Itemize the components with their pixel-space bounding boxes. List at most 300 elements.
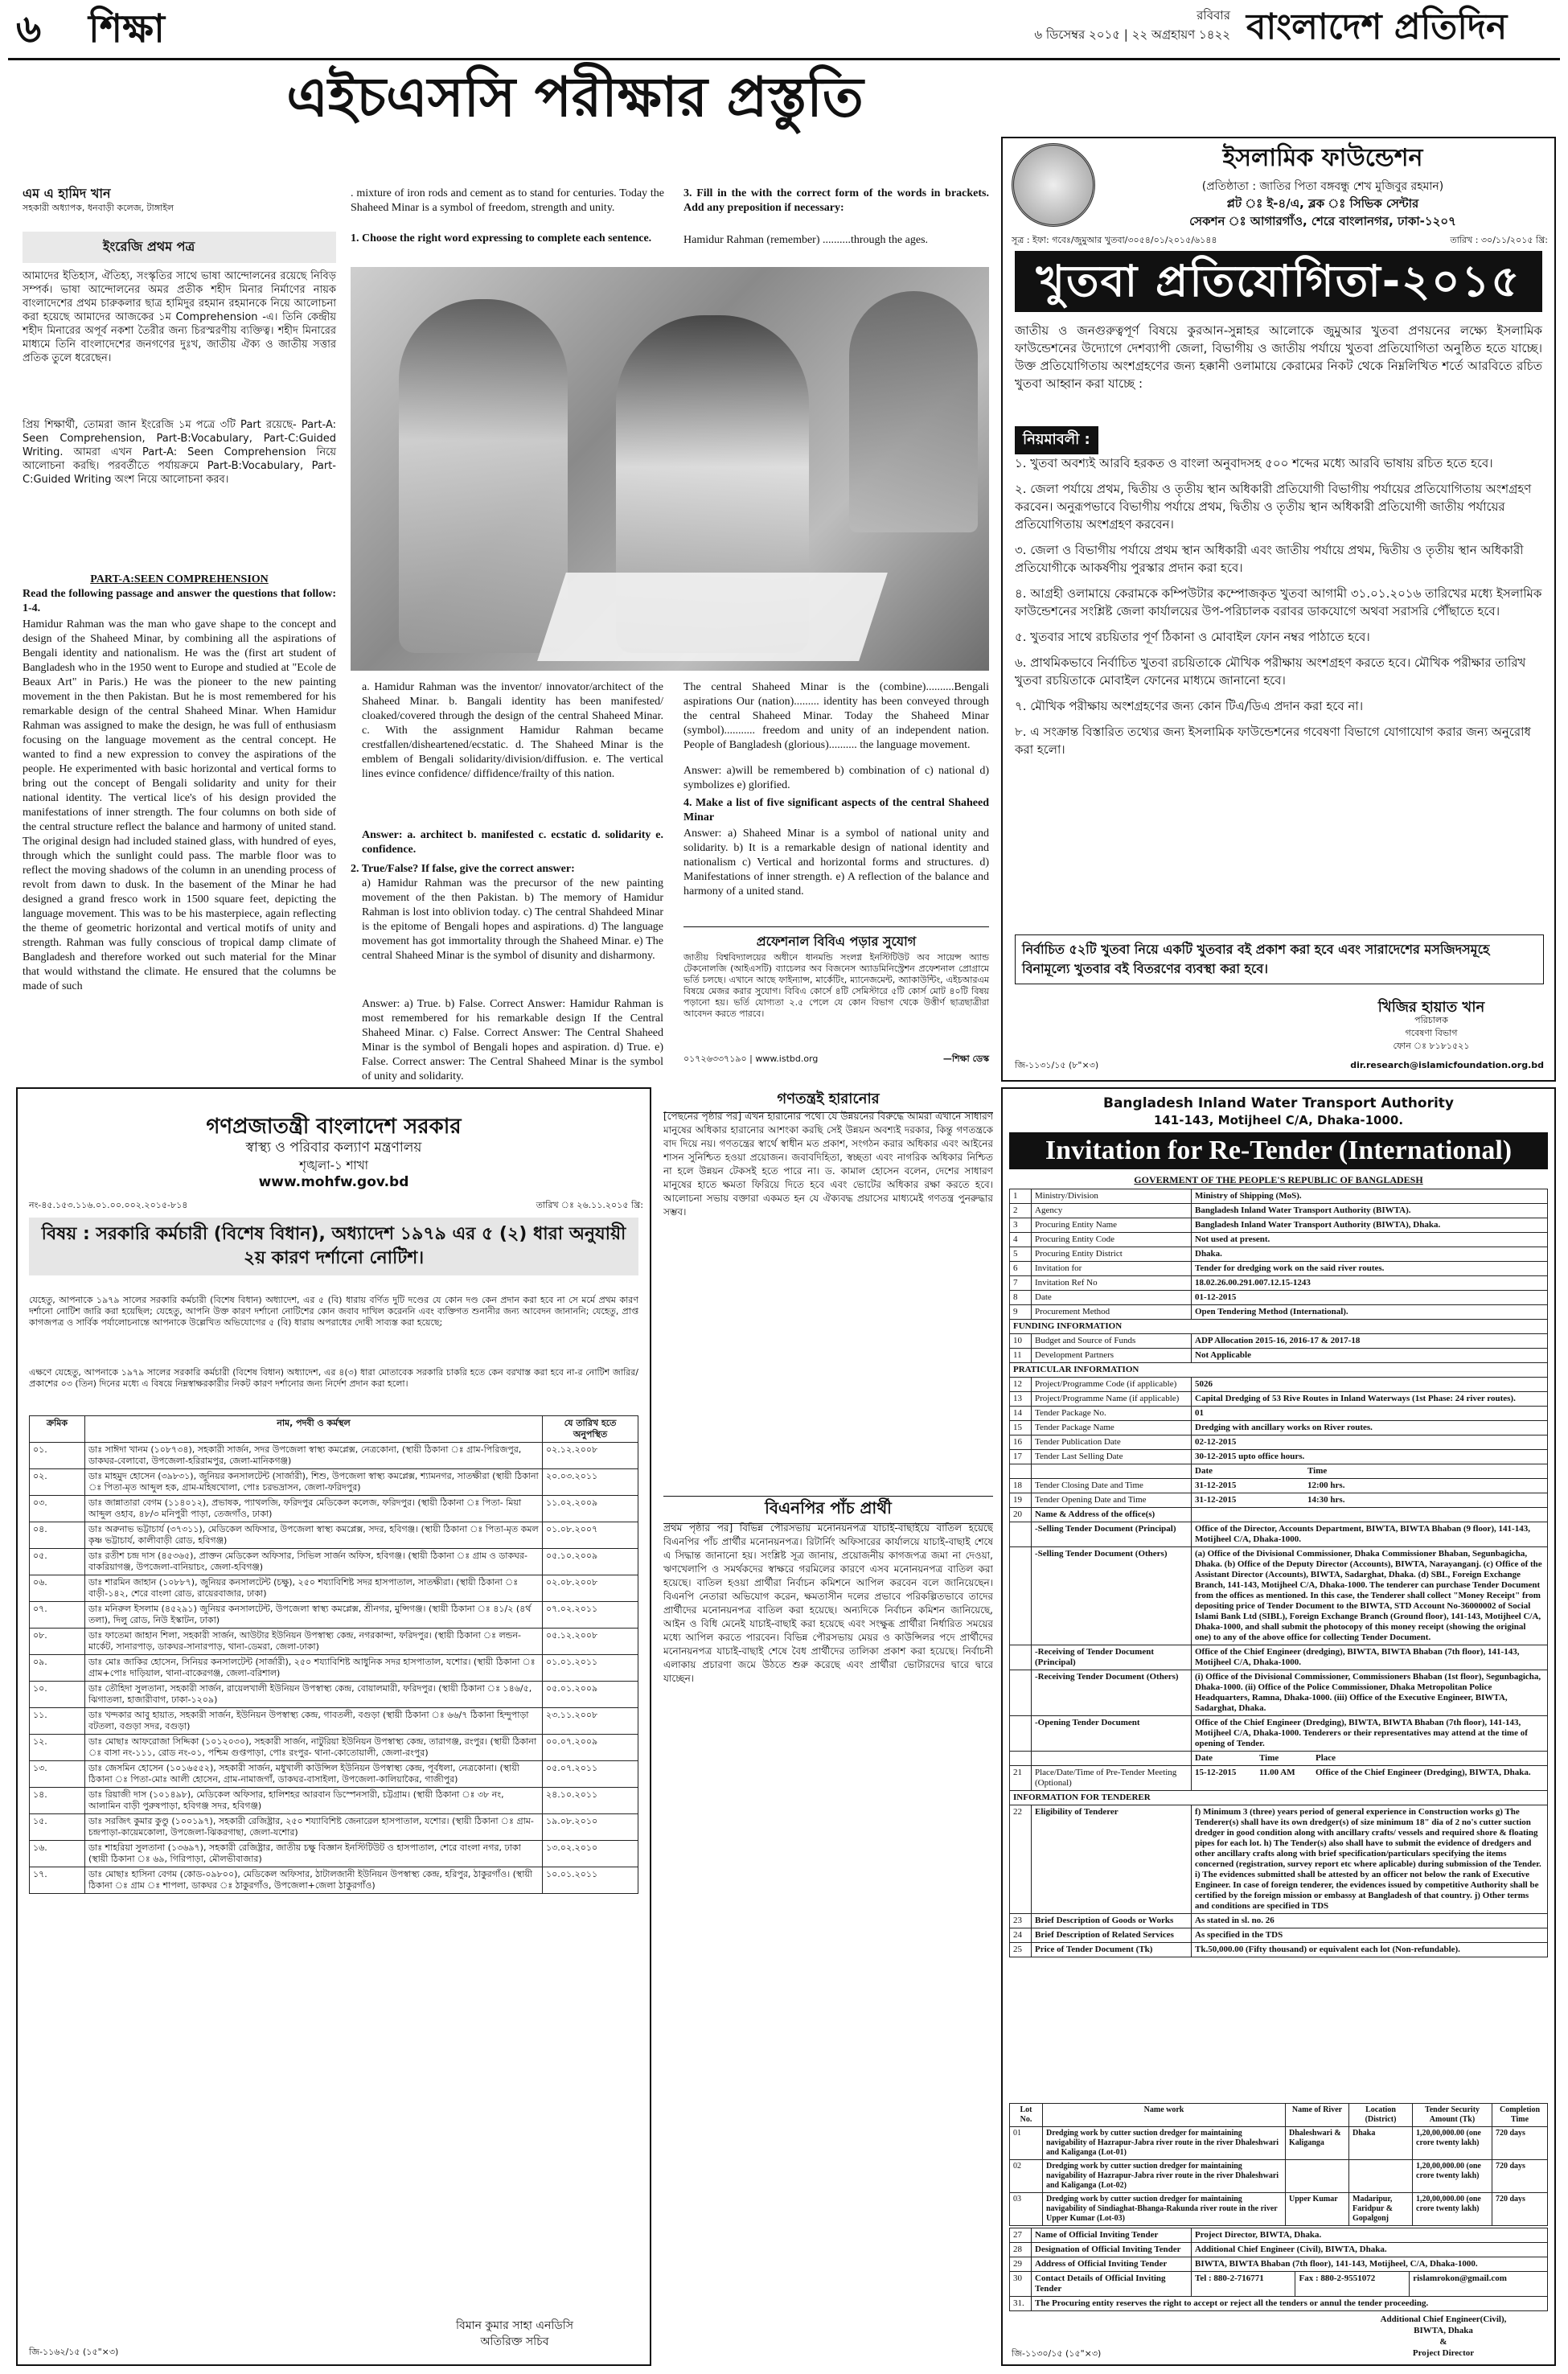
row-label: Procuring Entity Code xyxy=(1032,1233,1192,1247)
row-no: 16 xyxy=(1010,1435,1032,1450)
tender-address: 141-143, Motijheel C/A, Dhaka-1000. xyxy=(1153,1113,1404,1127)
row-value: Capital Dredging of 53 Rive Routes in Inland Waterways (1st Phase: 24 river routes). xyxy=(1192,1392,1548,1407)
row-no: 27 xyxy=(1010,2228,1032,2243)
row-label: Name & Address of the office(s) xyxy=(1032,1508,1192,1522)
gov-ad-code: জি-১১৬২/১৫ (১৫"×৩) xyxy=(29,2347,119,2357)
table-row xyxy=(30,1655,638,1682)
row-date: ০৭.০২.২০১১ xyxy=(543,1602,638,1629)
lot-work: Dredging work by cutter suction dredger for maintaining navigability of Hazrapur-Jabra river route in the river Dhaleshwari and Kaliganga (Lot-01) xyxy=(1043,2127,1286,2160)
row-serial: ০৬. xyxy=(30,1575,85,1602)
row-no: 14 xyxy=(1010,1407,1032,1421)
islamic-org-name: ইসলামিক ফাউন্ডেশন xyxy=(1222,144,1423,172)
row-value: BIWTA, BIWTA Bhaban (7th floor), 141-143, Motijheel, C/A, Dhaka-1000. xyxy=(1192,2257,1548,2272)
row-details: ডাঃ ফাতেমা জাহান শিলা, সহকারী সার্জন, আউটার ইউনিয়ন উপস্বাস্থ্য কেন্দ্র, নগরকান্দা, ফরিদপুর। (স্থায়ী ঠিকানা ঃ লন্ডন-মার্কেট, সানারপাড়, ডাকঘর-সানারপাড়, থানা-ডেমরা, জেলা-ঢাকা) xyxy=(85,1629,543,1655)
paper-name: বাংলাদেশ প্রতিদিন xyxy=(1246,6,1508,47)
row-label: Tender Last Selling Date xyxy=(1032,1450,1192,1464)
tender-signatory-role-2: BIWTA, Dhaka xyxy=(1414,2326,1473,2335)
table-row xyxy=(1010,1943,1548,1957)
islamic-memo-date: তারিখ : ৩০/১১/২০১৫ খ্রি: xyxy=(1450,235,1548,245)
row-value: Office of the Chief Engineer (dredging), BIWTA, BIWTA Bhaban (7th floor), 141-143, Motijheel C/A, Dhaka-1000. xyxy=(1192,1645,1548,1670)
rules-list xyxy=(1015,454,1542,766)
row-details: ডাঃ রিয়াজী দাস (১০১৪৯৮), মেডিকেল অফিসার, হালিশহর আরবান ডিস্পেনসারী, চট্টগ্রাম। (স্থায়ী ঠিকানা ঃ ৩৮ নং, আলামিন বাড়ী পুরুষপাড়া, হবিগঞ্জ সদর, হবিগঞ্জ) xyxy=(85,1788,543,1814)
table-row xyxy=(1010,1407,1548,1421)
row-label: Brief Description of Related Services xyxy=(1032,1928,1192,1943)
lot-header: Lot No. xyxy=(1010,2104,1043,2127)
row-serial: ০৮. xyxy=(30,1629,85,1655)
lot-no: 02 xyxy=(1010,2160,1043,2193)
question-1-answer: Answer: a. architect b. manifested c. ecstatic d. solidarity e. confidence. xyxy=(362,829,663,856)
masthead-day: রবিবার xyxy=(1197,8,1230,23)
row-value: f) Minimum 3 (three) years period of general experience in Construction works g) The Tenderer(s) shall have its own dredger(s) of size minimum 18" dia of 2 no's cutter suction dredger in good condition along with ancillary crafts/ vessels and required shore & floating pipes for each lot. h) The Tender(s) also shall have to submit the evidence of dredgers and other ancillary crafts along with brief specification/particulars specifying the items concerned (registration, survey report etc where aplicable) during submission of the Tender. i) The evidences submitted shall be attested by an officer not below the rank of Executive Engineer. In case of foreign tenderer, the evidences issued by competitive Authority shall be certified by the foreign mission or embassy at Bangladesh of that country. j) Other terms and conditions are specified in TDS xyxy=(1192,1805,1548,1914)
row-no: 13 xyxy=(1010,1392,1032,1407)
tenderer-heading: INFORMATION FOR TENDERER xyxy=(1010,1791,1548,1805)
row-value: Office of the Chief Engineer (Dredging), BIWTA, BIWTA Bhaban (7th floor), 141-143, Motijheel C/A, Dhaka-1000. Tenderers or their representatives may attend at the time of opening of Tender. xyxy=(1192,1716,1548,1752)
gov-ministry: স্বাস্থ্য ও পরিবার কল্যাণ মন্ত্রণালয় xyxy=(245,1140,422,1156)
lot-river: Upper Kumar xyxy=(1286,2193,1349,2226)
tender-ad-code: জি-১১৩০/১৫ (১৫"×৩) xyxy=(1012,2348,1102,2359)
row-date: ১৩.০২.২০১০ xyxy=(543,1841,638,1867)
islamic-signatory-role: পরিচালক xyxy=(1414,1015,1448,1025)
question-2-answer: Answer: a) True. b) False. Correct Answer: Hamidur Rahman is most remembered for his remarkable design If the Central Shaheed Minar. c) False. Correct Answer: The Central Shaheed Minar is the symbol of Bengali hopes and aspiration. d) True. e) False. Correct answer: The Central Shaheed Minar is the symbol of unity and solidarity. xyxy=(362,998,663,1082)
row-value: As stated in sl. no. 26 xyxy=(1192,1914,1548,1928)
row-serial: ০৯. xyxy=(30,1655,85,1682)
bba-rule xyxy=(683,926,989,927)
row-no: 22 xyxy=(1010,1805,1032,1914)
table-row xyxy=(1010,1493,1548,1508)
row-value: Dredging with ancillary works on River routes. xyxy=(1192,1421,1548,1435)
table-row xyxy=(30,1575,638,1602)
row-no: 2 xyxy=(1010,1204,1032,1218)
contact-email[interactable]: rislamrokon@gmail.com xyxy=(1410,2272,1548,2297)
row-details: ডাঃ মোঃ জাকির হোসেন, সিনিয়র কনসালটেন্ট (সার্জারী), ২৫০ শয্যাবিশিষ্ট আধুনিক সদর হাসপাতাল, যশোর। (স্থায়ী ঠিকানা ঃ গ্রাম+পোঃ দাড়িয়াল, থানা-বাকেরগঞ্জ, জেলা-বরিশাল) xyxy=(85,1655,543,1682)
table-row xyxy=(1010,1914,1548,1928)
news-1-heading: গণতন্ত্রই হারানোর xyxy=(663,1087,993,1113)
lot-no: 03 xyxy=(1010,2193,1043,2226)
row-label: -Selling Tender Document (Others) xyxy=(1032,1547,1192,1645)
closing-head-time: Time xyxy=(1307,1466,1328,1476)
tender-footer-table xyxy=(1009,2228,1548,2311)
lot-security: 1,20,00,000.00 (one crore twenty lakh) xyxy=(1413,2127,1492,2160)
row-value: 5026 xyxy=(1192,1378,1548,1392)
row-date: ০৫.০১.২০০৯ xyxy=(543,1682,638,1708)
row-value: (i) Office of the Divisional Commissioner, Commissioners Bhaban (1st floor), Segunbagicha, Dhaka-1000. (ii) Office of the Police Commissioner, Dhaka Metropolitan Police Headquarters, Ramna, Dhaka-1000. (iii) Office of the Executive Engineer, BIWTA, Sadarghat, Dhaka. xyxy=(1192,1670,1548,1716)
row-value: 01-12-2015 xyxy=(1192,1291,1548,1305)
row-no: 17 xyxy=(1010,1450,1032,1464)
bba-title: প্রফেশনাল বিবিএ পড়ার সুযোগ xyxy=(756,934,917,949)
lot-header: Location (District) xyxy=(1349,2104,1413,2127)
part-heading: PART-A:SEEN COMPREHENSION xyxy=(90,573,269,585)
bba-contact: ০১৭২৬৩৩৭১৯০ | www.istbd.org xyxy=(683,1054,819,1064)
table-row xyxy=(30,1735,638,1761)
row-value: Bangladesh Inland Water Transport Authority (BIWTA), Dhaka. xyxy=(1192,1218,1548,1233)
row-details: ডাঃ মোছাঃ হাসিনা বেগম (কোড-০৯৮০০), মেডিকেল অফিসার, ঠাটালজানী ইউনিয়ন উপস্বাস্থ্য কেন্দ্র, হরিপুর, ঠাকুরগাঁও। (স্থায়ী ঠিকানা ঃ গ্রাম ঃ শাপলা, ডাকঘর ঃ ঠাকুরগাঁও, উপজেলা+জেলা ঠাকুরগাঁও) xyxy=(85,1867,543,1894)
row-no: 7 xyxy=(1010,1276,1032,1291)
row-value xyxy=(1192,1508,1548,1522)
row-value: Tender for dredging work on the said river routes. xyxy=(1192,1262,1548,1276)
tender-gov-title: GOVERMENT OF THE PEOPLE'S REPUBLIC OF BANGLADESH xyxy=(1134,1174,1423,1185)
row-date: ১১.০২.২০০৯ xyxy=(543,1496,638,1522)
prebid-time: 11.00 AM xyxy=(1259,1768,1295,1777)
table-row xyxy=(1010,1450,1548,1464)
row-value: 18.02.26.00.291.007.12.15-1243 xyxy=(1192,1276,1548,1291)
lot-no: 01 xyxy=(1010,2127,1043,2160)
row-value: Additional Chief Engineer (Civil), BIWTA, Dhaka. xyxy=(1192,2243,1548,2257)
table-row xyxy=(30,1814,638,1841)
lot-river: Dhaleshwari & Kaliganga xyxy=(1286,2127,1349,2160)
row-label: Procurement Method xyxy=(1032,1305,1192,1320)
lot-security: 1,20,00,000.00 (one crore twenty lakh) xyxy=(1413,2193,1492,2226)
row-date: ২৩.১১.২০০৮ xyxy=(543,1708,638,1735)
row-serial: ০১. xyxy=(30,1443,85,1469)
table-row xyxy=(1010,2243,1548,2257)
table-row xyxy=(30,1867,638,1894)
rule-item: ৭. মৌখিক পরীক্ষায় অংশগ্রহণের জন্য কোন টিএ/ডিএ প্রদান করা হবে না। xyxy=(1015,699,1364,713)
row-value: Not used at present. xyxy=(1192,1233,1548,1247)
row-value: Ministry of Shipping (MoS). xyxy=(1192,1189,1548,1204)
closing-time: 12:00 hrs. xyxy=(1307,1481,1345,1490)
table-row xyxy=(1010,2127,1548,2160)
islamic-closing: নির্বাচিত ৫২টি খুতবা নিয়ে একটি খুতবার বই প্রকাশ করা হবে এবং সারাদেশের মসজিদসমূহে বিনামূল্যে খুতবার বই বিতরণের ব্যবস্থা করা হবে। xyxy=(1015,934,1544,984)
row-details: ডাঃ সরজিৎ কুমার কুণ্ডু (১০০১৯৭), সহকারী রেজিষ্ট্রার, ২৫০ শয্যাবিশিষ্ট জেনারেল হাসপাতাল, যশোর। (স্থায়ী ঠিকানা ঃ গ্রাম-চন্দ্রপাড়া-কায়েমকোলা, উপজেলা-ঝিকরগাছা, জেলা-যশোর) xyxy=(85,1814,543,1841)
row-serial: ০৫. xyxy=(30,1549,85,1575)
row-value: 30-12-2015 upto office hours. xyxy=(1192,1450,1548,1464)
row-details: ডাঃ জেসমিন হোসেন (১০১৬৫৫২), সহকারী সার্জন, মধুখালী কাউন্সিল ইউনিয়ন উপস্বাস্থ্য কেন্দ্র, পূর্বধলা, নেত্রকোনা। (স্থায়ী ঠিকানা ঃ পিতা-মোঃ আলী হোসেন, গ্রাম-নামাজগাঁ, ডাকঘর-বাসাইলা, উপজেলা-কালিয়াকৈর, গাজীপুর) xyxy=(85,1761,543,1788)
islamic-lead: জাতীয় ও জনগুরুত্বপূর্ণ বিষয়ে কুরআন-সুন্নাহর আলোকে জুমুআর খুতবা প্রণয়নের লক্ষ্যে ইসলামিক ফাউন্ডেশনের উদ্যোগে দেশব্যাপী জেলা, বিভাগীয় ও জাতীয় পর্যায়ে খুতবা প্রতিযোগিতা অনুষ্ঠিত হতে যাচ্ছে। উক্ত প্রতিযোগিতায় অংশগ্রহণের জন্য হক্কানী ওলামায়ে কেরামের নিকট থেকে নিম্নলিখিত শর্তে আরবিতে রচিত খুতবা আহ্বান করা যাচ্ছে : xyxy=(1015,323,1542,391)
question-4: 4. Make a list of five significant aspects of the central Shaheed Minar xyxy=(683,797,989,824)
table-row xyxy=(30,1496,638,1522)
prebid-date: 15-12-2015 xyxy=(1195,1768,1237,1777)
row-no xyxy=(1010,1645,1032,1670)
table-row xyxy=(1010,1645,1548,1670)
hsc-author: এম এ হামিদ খান xyxy=(23,186,111,201)
table-row xyxy=(1010,1262,1548,1276)
islamic-address-2: সেকশন ঃ আগারগাঁও, শেরে বাংলানগর, ঢাকা-১২০৭ xyxy=(1189,214,1456,228)
rules-title: নিয়মাবলী : xyxy=(1015,426,1098,454)
question-3: 3. Fill in the with the correct form of the words in brackets. Add any preposition if necessary: xyxy=(683,187,989,214)
question-3-start: Hamidur Rahman (remember) ..........through the ages. xyxy=(683,234,929,246)
table-row xyxy=(1010,1247,1548,1262)
gov-body-2: এক্ষণে যেহেতু, আপনাকে ১৯৭৯ সালের সরকারি কর্মচারী (বিশেষ বিধান) অধ্যাদেশ, এর ৪(৩) ধারা মোতাবেক সরকারি চাকরি হতে কেন বরখাস্ত করা হবে না-র নোটিশ জারির/প্রকাশের ০৩ (তিন) দিনের মধ্যে এ বিষয়ে নিম্নস্বাক্ষরকারীর নিকট কারণ দর্শানোর জন্য নির্দেশ প্রদান করা হলো। xyxy=(29,1367,638,1389)
row-no: 11 xyxy=(1010,1349,1032,1363)
row-details: ডাঃ খন্দকার আবু হায়াত, সহকারী সার্জন, ইউনিয়ন উপস্বাস্থ্য কেন্দ্র, গাবতলী, বগুড়া (স্থায়ী ঠিকানা ঃ ৬৬/৭ ঠিকানা হিন্দুপাড়া বটতলা, বগুড়া সদর, বগুড়া) xyxy=(85,1708,543,1735)
table-row xyxy=(1010,1204,1548,1218)
rule-item: ২. জেলা পর্যায়ে প্রথম, দ্বিতীয় ও তৃতীয় স্থান অধিকারী প্রতিযোগী বিভাগীয় পর্যায়ের প্রতিযোগিতায় অংশগ্রহণ করবেন। অনুরূপভাবে বিভাগীয় পর্যায়ে প্রথম, দ্বিতীয় ও তৃতীয় স্থান অধিকারী প্রতিযোগী জাতীয় পর্যায়ের প্রতিযোগিতায় অংশগ্রহণ করবেন। xyxy=(1015,482,1532,532)
hsc-headline: এইচএসসি পরীক্ষার প্রস্তুতি xyxy=(286,66,864,129)
row-label: Tender Opening Date and Time xyxy=(1032,1493,1192,1508)
question-1-options: a. Hamidur Rahman was the inventor/ innovator/architect of the Shaheed Minar. b. Bangali identity has been manifested/ cloaked/covered through the design of the central Shaheed Minar. c. With the assignment Hamidur Rahman became crestfallen/disheartened/ecstatic. d. The Shaheed Minar is the emblem of Bengali solidarity/division/diffusion. e. The vertical lines evince confidence/ diffidence/frailty of this nation. xyxy=(362,681,663,780)
row-no: 4 xyxy=(1010,1233,1032,1247)
table-row xyxy=(30,1841,638,1867)
bba-text: জাতীয় বিশ্ববিদ্যালয়ের অধীনে ধানমন্ডি সংলগ্ন ইনস্টিটিউট অব সায়েন্স অ্যান্ড টেকনোলজি (আইএসটি) ব্যাচেলর অব বিজনেস অ্যাডমিনিস্ট্রেশন প্রফেশনাল প্রোগ্রামে ভর্তি চলছে। এখানে আছে ফাইন্যান্স, মার্কেটিং, ম্যানেজমেন্ট, অ্যাকাউন্টিং, এইচআরএম বিষয়ে মেজর করার সুযোগ। বিবিএ কোর্সে ৪টি সেমিস্টারে ৫টি কোর্স মোট ৪০টি বিষয় পড়ানো হয়। ভর্তি যোগ্যতা ২.৫ পেলে যে কোন বিভাগ থেকে উত্তীর্ণ ছাত্রছাত্রীরা আবেদন করতে পারবে। xyxy=(683,952,989,1019)
table-row xyxy=(1010,1716,1548,1752)
row-no: 15 xyxy=(1010,1421,1032,1435)
row-serial: ১২. xyxy=(30,1735,85,1761)
table-row xyxy=(1010,1291,1548,1305)
row-label: -Selling Tender Document (Principal) xyxy=(1032,1522,1192,1547)
table-row xyxy=(30,1549,638,1575)
hsc-author-role: সহকারী অধ্যাপক, ধনবাড়ী কলেজ, টাঙ্গাইল xyxy=(23,203,174,213)
islamic-signatory-phone: ফোন ঃ ৮১৮১৫২১ xyxy=(1393,1041,1470,1051)
row-label: Tender Package No. xyxy=(1032,1407,1192,1421)
table-row xyxy=(1010,1522,1548,1547)
question-3-answer: Answer: a)will be remembered b) combination of c) national d) symbolizes e) glorified. xyxy=(683,765,989,791)
table-header: ক্রমিক xyxy=(30,1416,85,1443)
closing-head xyxy=(1192,1464,1548,1479)
table-row xyxy=(30,1522,638,1549)
hsc-intro-2: প্রিয় শিক্ষার্থী, তোমরা জান ইংরেজি ১ম পত্রে ৩টি Part রয়েছে- Part-A: Seen Comprehension, Part-B:Vocabulary, Part-C:Guided Writing. আমরা এখন Part-A: Seen Comprehension নিয়ে আলোচনা করছি। পরবর্তীতে পর্যায়ক্রমে Part-B:Vocabulary, Part-C:Guided Writing অংশ নিয়ে আলোচনা করব। xyxy=(23,419,336,486)
lot-time: 720 days xyxy=(1492,2193,1548,2226)
news-2-heading: বিএনপির পাঁচ প্রার্থী xyxy=(663,1496,993,1524)
hsc-subject-tag: ইংরেজি প্রথম পত্র xyxy=(23,232,336,263)
islamic-signatory-dept: গবেষণা বিভাগ xyxy=(1405,1028,1458,1038)
row-serial: ১৭. xyxy=(30,1867,85,1894)
row-label: Agency xyxy=(1032,1204,1192,1218)
row-no: 19 xyxy=(1010,1493,1032,1508)
tender-signatory-role-3: & xyxy=(1439,2337,1447,2347)
table-row xyxy=(30,1682,638,1708)
table-row xyxy=(1010,1508,1548,1522)
row-label: Procuring Entity District xyxy=(1032,1247,1192,1262)
row-date: ০১.০১.২০১১ xyxy=(543,1655,638,1682)
table-row xyxy=(1010,2297,1548,2311)
islamic-memo: সূত্র : ইফা: গবেঃ/জুমুআর খুতবা/৩০৫৪/০১/২০১৫/৬১৪৪ xyxy=(1012,235,1217,245)
row-serial: ০৪. xyxy=(30,1522,85,1549)
row-value: Tk.50,000.00 (Fifty thousand) or equivalent each lot (Non-refundable). xyxy=(1192,1943,1548,1957)
masthead-date: ৬ ডিসেম্বর ২০১৫ | ২২ অগ্রহায়ণ ১৪২২ xyxy=(1034,27,1230,42)
opening-time: 14:30 hrs. xyxy=(1307,1495,1345,1505)
opening-date: 31-12-2015 xyxy=(1195,1495,1237,1505)
page-number: ৬ xyxy=(16,6,42,51)
passage-continued: . mixture of iron rods and cement as to stand for centuries. Today the Shaheed Minar is a symbol of freedom, strength and unity. xyxy=(351,187,664,214)
row-no: 29 xyxy=(1010,2257,1032,2272)
table-row xyxy=(1010,1349,1548,1363)
row-label: Invitation Ref No xyxy=(1032,1276,1192,1291)
lot-river xyxy=(1286,2160,1349,2193)
row-details: ডাঃ শাহরিয়া সুলতানা (১৩৬৯৭), সহকারী রেজিষ্ট্রার, জাতীয় চক্ষু বিজ্ঞান ইনস্টিটিউট ও হাসপাতাল, শেরে বাংলা নগর, ঢাকা (স্থায়ী ঠিকানা ঃ ৬৯, গিরিপাড়া, মৌলভীবাজার) xyxy=(85,1841,543,1867)
contact-tel: Tel : 880-2-716771 xyxy=(1192,2272,1295,2297)
funding-heading: FUNDING INFORMATION xyxy=(1010,1320,1548,1334)
row-label: Development Partners xyxy=(1032,1349,1192,1363)
table-row xyxy=(30,1788,638,1814)
table-row xyxy=(1010,1547,1548,1645)
table-row xyxy=(1010,1805,1548,1914)
row-date: ২৪.১০.২০১১ xyxy=(543,1788,638,1814)
row-label: Place/Date/Time of Pre-Tender Meeting (Optional) xyxy=(1032,1766,1192,1791)
row-date: ০১.০৮.২০০৭ xyxy=(543,1522,638,1549)
gov-website[interactable]: www.mohfw.gov.bd xyxy=(258,1174,409,1190)
section-title: শিক্ষা xyxy=(88,6,165,51)
lot-work: Dredging work by cutter suction dredger for maintaining navigability of Hazrapur-Jabra river route in the river Dhaleshwari and Kaliganga (Lot-02) xyxy=(1043,2160,1286,2193)
table-row xyxy=(30,1708,638,1735)
row-date: ১০.০১.২০১১ xyxy=(543,1867,638,1894)
news-2-body: প্রথম পৃষ্ঠার পর] বিভিন্ন পৌরসভায় মনোনয়নপত্র যাচাই-বাছাইয়ে বাতিল হয়েছে বিএনপির পাঁচ প্রার্থীর মনোনয়নপত্র। রিটার্নিং অফিসারের কার্যালয়ে যাচাই-বাছাই শেষে এ সিদ্ধান্ত জানানো হয়। সংশ্লিষ্ট সূত্র জানায়, প্রয়োজনীয় কাগজপত্র জমা না দেওয়া, ঋণখেলাপি ও সমর্থকদের স্বাক্ষরে গরমিলের কারণে এসব মনোনয়নপত্র বাতিল করা হয়েছে। বাতিল হওয়া প্রার্থীরা নির্বাচন কমিশনে আপিল করবেন বলে জানিয়েছেন। বিএনপি নেতারা অভিযোগ করেন, ক্ষমতাসীন দলের প্রভাবে পরিকল্পিতভাবে তাদের প্রার্থীদের মনোনয়নপত্র বাতিল করা হয়েছে। অন্যদিকে নির্বাচন কমিশন জানিয়েছে, আইন ও বিধি মেনেই যাচাই-বাছাই করা হয়েছে এবং সংক্ষুব্ধ প্রার্থীরা নির্ধারিত সময়ের মধ্যে আপিল করতে পারবেন। বিভিন্ন পৌরসভায় মেয়র ও কাউন্সিলর পদে প্রার্থীদের মনোনয়নপত্র যাচাই-বাছাই শেষে বৈধ প্রার্থীদের তালিকা প্রকাশ করা হয়েছে। নির্বাচনী এলাকায় প্রচারণা জমে উঠতে শুরু করেছে এবং প্রার্থীরা ভোটারদের দ্বারে দ্বারে যাচ্ছেন। xyxy=(663,1522,993,1684)
comprehension-passage: Hamidur Rahman was the man who gave shape to the concept and design of the Shaheed Minar, by combining all the aspirations of Bengali identity and nationalism. He was the (first art student of Bangladesh who in the 1950 went to Europe and studied at "Ecole de Beaux Art" in Paris.) He was the pioneer to the new painting movement in the then Pakistan. But he is most remembered for his remarkable design of the central Shaheed Minar. When Hamidur Rahman was assigned to make the design, he was full of enthusiasm focusing on the language movement as the central concept. He wanted to find a new expression to convey the aspirations of the people. He experimented with basic horizontal and vertical forms to bring out the concept of Bengali solidarity and unity for their national identity. The vertical lice's of his design provided the manifestations of inner strength. The four columns on both side of the central structure reflect the balance and harmony of united stand. The original design had included stained glass, with hundred of eyes, through which the sunlight could pass. The marble floor was to reflect the moving shadows of the column in an unending process of revolt from dawn to dusk. In the basement of the Minar he had designed a grand fresco work in 1500 square feet, depicting the language movement. This was to be his masterpiece, again reflecting the theme of geometric horizontal and vertical motifs of unity and strength. Rahman was fully conscious of tropical damp climate of Bangladesh and therefore worked out such material for the Minar that would withstand the climate. He ensured that the columns be made of such xyxy=(23,618,336,992)
lot-header: Name of River xyxy=(1286,2104,1349,2127)
news-1-body: [পেছনের পৃষ্ঠার পর] এখন হারানোর পথে। যে উন্নয়নের বিরুদ্ধে আমরা এখানে সাধারণ মানুষের অধিকার হারানোর আশংকা করছি সেই উন্নয়ন অবশ্যই দরকার, কিন্তু গণতন্ত্রকে বাদ দিয়ে নয়। গণতন্ত্রের স্বার্থে স্বাধীন মত প্রকাশ, সংগঠন করার অধিকার এবং আইনের শাসন সুনিশ্চিত হওয়া প্রয়োজন। জবাবদিহিতা, স্বচ্ছতা এবং নাগরিক অধিকার নিশ্চিত না হলে উন্নয়ন টেকসই হতে পারে না। ড. কামাল হোসেন বলেন, দেশের সাধারণ মানুষের হাতে ক্ষমতা ফিরিয়ে দিতে হবে এবং ভোটের অধিকার রক্ষা করতে হবে। আলোচনা সভায় বক্তারা একমত হন যে ঐক্যবদ্ধ প্রয়াসের মাধ্যমেই গণতন্ত্র পুনরুদ্ধার সম্ভব। xyxy=(663,1111,993,1218)
row-value: Open Tendering Method (International). xyxy=(1192,1305,1548,1320)
row-no: 12 xyxy=(1010,1378,1032,1392)
islamic-ad-code: জি-১১৩১/১৫ (৮"×৩) xyxy=(1015,1060,1099,1070)
lot-header: Name work xyxy=(1043,2104,1286,2127)
gov-branch: শৃঙ্খলা-১ শাখা xyxy=(299,1158,368,1173)
table-row xyxy=(1010,2160,1548,2193)
islamic-email[interactable]: dir.research@islamicfoundation.org.bd xyxy=(1350,1060,1544,1070)
prebid-head xyxy=(1192,1752,1548,1766)
row-no: 21 xyxy=(1010,1766,1032,1791)
row-date: ০৫.১২.২০০৮ xyxy=(543,1629,638,1655)
table-row xyxy=(1010,1392,1548,1407)
table-row xyxy=(1010,2228,1548,2243)
row-no: 5 xyxy=(1010,1247,1032,1262)
row-label: Budget and Source of Funds xyxy=(1032,1334,1192,1349)
row-no: 23 xyxy=(1010,1914,1032,1928)
rule-item: ১. খুতবা অবশ্যই আরবি হরকত ও বাংলা অনুবাদসহ ৫০০ শব্দের মধ্যে আরবি ভাষায় রচিত হতে হবে। xyxy=(1015,456,1493,470)
table-row xyxy=(1010,1928,1548,1943)
table-row xyxy=(30,1602,638,1629)
table-row xyxy=(1010,1435,1548,1450)
row-label: Address of Official Inviting Tender xyxy=(1032,2257,1192,2272)
row-no: 30 xyxy=(1010,2272,1032,2297)
table-row xyxy=(1010,1766,1548,1791)
row-value: (a) Office of the Divisional Commissioner, Dhaka Commissioner Bhaban, Segunbagicha, Dhaka. (b) Office of the Deputy Director (Accounts), BIWTA, Narayanganj. (c) Office of the Assistant Director (Accounts), BIWTA, Sadarghat, Dhaka. (d) SBL, Foreign Exchange Branch, 141-143, Motijheel C/A, Dhaka-1000. The tenderer can purchase Tender Document from the offices as mentioned. In this case, the Tenderer shall collect "Money Receipt" from depositing price of Tender Document to the BIWTA, STD Account No-36000002 of Social Islami Bank Ltd (SIBL), Foreign Exchange Branch (Ground floor), 141-143, Motijheel C/A, Dhaka-1000, and shall submit the photocopy of this money receipt (showing the original one) to any of the above office for collecting Tender Document. xyxy=(1192,1547,1548,1645)
question-3-sentences: The central Shaheed Minar is the (combine)..........Bengali aspirations Our (nation)......... identity has been conveyed through the central Shaheed Minar. Today the Shaheed Minar (symbol)........... freedom and unity of an independent nation. People of Bangladesh (glorious).......... the language movement. xyxy=(683,681,989,751)
tender-table xyxy=(1009,1189,1548,1957)
row-no xyxy=(1010,1522,1032,1547)
rule-item: ৫. খুতবার সাথে রচয়িতার পূর্ণ ঠিকানা ও মোবাইল ফোন নম্বর পাঠাতে হবে। xyxy=(1015,630,1370,644)
table-row xyxy=(30,1469,638,1496)
closing-date: 31-12-2015 xyxy=(1195,1481,1237,1490)
row-no: 20 xyxy=(1010,1508,1032,1522)
rule-item: ৪. আগ্রহী ওলামায়ে কেরামকে কম্পিউটার কম্পোজকৃত খুতবা আগামী ৩১.০১.২০১৬ তারিখের মধ্যে ইসলামিক ফাউন্ডেশনের সংশ্লিষ্ট জেলা কার্যালয়ের উপ-পরিচালক বরাবর ডাকযোগে অথবা সরাসরি পৌঁছাতে হবে। xyxy=(1015,586,1542,618)
row-label: -Opening Tender Document xyxy=(1032,1716,1192,1752)
row-label: Date xyxy=(1032,1291,1192,1305)
lot-location: Dhaka xyxy=(1349,2127,1413,2160)
lot-location: Madaripur, Faridpur & Gopalgonj xyxy=(1349,2193,1413,2226)
row-label: Project/Programme Name (if applicable) xyxy=(1032,1392,1192,1407)
gov-memo: নং-৪৫.১৫৩.১১৬.০১.০০.০০২.২০১৫-৮১৪ xyxy=(29,1200,188,1210)
rule-item: ৮. এ সংক্রান্ত বিস্তারিত তথ্যের জন্য ইসলামিক ফাউন্ডেশনের গবেষণা বিভাগে যোগাযোগ করার জন্য অনুরোধ করা হলো। xyxy=(1015,725,1531,757)
passage-instruction: Read the following passage and answer the questions that follow: 1-4. xyxy=(23,588,336,614)
row-label: Tender Package Name xyxy=(1032,1421,1192,1435)
row-date: ০৫.০৭.২০১১ xyxy=(543,1761,638,1788)
row-label: Invitation for xyxy=(1032,1262,1192,1276)
row-serial: ১৫. xyxy=(30,1814,85,1841)
row-date: ০২.১২.২০০৮ xyxy=(543,1443,638,1469)
exam-students-photo xyxy=(351,267,989,671)
table-row xyxy=(1010,2257,1548,2272)
contact-fax: Fax : 880-2-9551072 xyxy=(1295,2272,1410,2297)
row-no: 28 xyxy=(1010,2243,1032,2257)
row-serial: ১৪. xyxy=(30,1788,85,1814)
islamic-signatory-name: খিজির হায়াত খান xyxy=(1377,999,1485,1016)
khutba-banner: খুতবা প্রতিযোগিতা-২০১৫ xyxy=(1015,251,1542,312)
lot-table xyxy=(1009,2103,1548,2226)
lot-location xyxy=(1349,2160,1413,2193)
row-value: 02-12-2015 xyxy=(1192,1435,1548,1450)
row-details: ডাঃ মাহমুদ হোসেন (৩৯৮৩১), জুনিয়র কনসালটেন্ট (সার্জারী), শিশু, উপজেলা স্বাস্থ্য কমপ্লেক্স, শ্যামনগর, সাতক্ষীরা (স্থায়ী ঠিকানা ঃ পিতা-মৃত আব্দুল হক, গ্রাম-মহিষখোলা, পোঃ চরভদ্রাসন, জেলা-ফরিদপুর) xyxy=(85,1469,543,1496)
gov-subject: বিষয় : সরকারি কর্মচারী (বিশেষ বিধান), অধ্যাদেশ ১৯৭৯ এর ৫ (২) ধারা অনুযায়ী ২য় কারণ দর্শানো নোটিশ। xyxy=(29,1218,638,1275)
table-row xyxy=(1010,1305,1548,1320)
gov-signatory-role: অতিরিক্ত সচিব xyxy=(480,2335,549,2348)
row-value: Dhaka. xyxy=(1192,1247,1548,1262)
row-no: 9 xyxy=(1010,1305,1032,1320)
tender-signatory-role-4: Project Director xyxy=(1412,2348,1475,2358)
table-row xyxy=(1010,1218,1548,1233)
row-details: ডাঃ তৌহিদা সুলতানা, সহকারী সার্জন, রায়েলখালী ইউনিয়ন উপস্বাস্থ্য কেন্দ্র, বোয়ালমারী, ফরিদপুর। (স্থায়ী ঠিকানা ঃ ১৪৬/৫, ঝিগাতলা, হাজারীবাগ, ঢাকা-১২০৯) xyxy=(85,1682,543,1708)
islamic-address-1: প্লট ঃ ই-৪/এ, ব্লক ঃ সিভিক সেন্টার xyxy=(1226,196,1419,211)
tender-banner: Invitation for Re-Tender (International) xyxy=(1009,1132,1548,1169)
table-header: নাম, পদবী ও কর্মস্থল xyxy=(85,1416,543,1443)
lot-work: Dredging work by cutter suction dredger for maintaining navigability of Sindiaghat-Bhanga-Rakunda river route in the river Upper Kumar (Lot-03) xyxy=(1043,2193,1286,2226)
table-row xyxy=(30,1629,638,1655)
row-no: 6 xyxy=(1010,1262,1032,1276)
prebid-place: Office of the Chief Engineer (Dredging), BIWTA, Dhaka. xyxy=(1316,1768,1531,1777)
row-value: As specified in the TDS xyxy=(1192,1928,1548,1943)
row-details: ডাঃ অরুনাভ ভট্টাচার্য (৩৭৩১১), মেডিকেল অফিসার, উপজেলা স্বাস্থ্য কমপ্লেক্স, সদর, হবিগঞ্জ। (স্থায়ী ঠিকানা ঃ পিতা-মৃত কমল কৃষ্ণ ভট্টাচার্য, কালীবাড়ী রোড, হবিগঞ্জ) xyxy=(85,1522,543,1549)
row-value: Project Director, BIWTA, Dhaka. xyxy=(1192,2228,1548,2243)
row-value: ADP Allocation 2015-16, 2016-17 & 2017-18 xyxy=(1192,1334,1548,1349)
row-serial: ০২. xyxy=(30,1469,85,1496)
row-date: ০০.০৭.২০০৯ xyxy=(543,1735,638,1761)
row-label: Procuring Entity Name xyxy=(1032,1218,1192,1233)
gov-signatory-name: বিমান কুমার সাহা এনডিসি xyxy=(456,2319,573,2332)
row-value: The Procuring entity reserves the right to accept or reject all the tenders or annul the tender proceeding. xyxy=(1032,2297,1548,2311)
row-details: ডাঃ জান্নাতারা বেগম (১১৪০১২), প্রভাষক, প্যাথলজি, ফরিদপুর মেডিকেল কলেজ, ফরিদপুর। (স্থায়ী ঠিকানা ঃ পিতা- মিয়া আব্দুল ওহাব, ৪৮/৩ মনিপুরী পাড়া, তেজগাঁও, ঢাকা) xyxy=(85,1496,543,1522)
prebid-head-place: Place xyxy=(1316,1753,1336,1763)
row-label: Ministry/Division xyxy=(1032,1189,1192,1204)
question-2-options: a) Hamidur Rahman was the precursor of the new painting movement of the then Pakistan. b) The memory of Hamidur Rahman is lost into oblivion today. c) The central Shahdeed Minar is the epitome of Bengali hopes and aspirations. d) The language movement has got immortality through the Shaheed Minar. e) The central Shaheed Minar is the symbol of disunity and disharmony. xyxy=(362,877,663,962)
table-row xyxy=(1010,1479,1548,1493)
row-label: -Receiving of Tender Document (Principal) xyxy=(1032,1645,1192,1670)
row-no: 8 xyxy=(1010,1291,1032,1305)
gov-title: গণপ্রজাতন্ত্রী বাংলাদেশ সরকার xyxy=(206,1115,462,1139)
absentee-table xyxy=(29,1415,638,1894)
row-no xyxy=(1010,1547,1032,1645)
row-serial: ১১. xyxy=(30,1708,85,1735)
rule-item: ৩. জেলা ও বিভাগীয় পর্যায়ে প্রথম স্থান অধিকারী এবং জাতীয় পর্যায়ে প্রথম, দ্বিতীয় ও তৃতীয় স্থান অধিকারী প্রতিযোগীকে আকর্ষণীয় পুরস্কার প্রদান করা হবে। xyxy=(1015,543,1524,575)
lot-security: 1,20,00,000.00 (one crore twenty lakh) xyxy=(1413,2160,1492,2193)
islamic-foundation-logo xyxy=(1012,143,1095,227)
row-label: Eligibility of Tenderer xyxy=(1032,1805,1192,1914)
row-value: Office of the Director, Accounts Department, BIWTA, BIWTA Bhaban (9 floor), 141-143, Motijheel C/A, Dhaka-1000. xyxy=(1192,1522,1548,1547)
table-row xyxy=(1010,2193,1548,2226)
row-serial: ১৩. xyxy=(30,1761,85,1788)
row-label: Tender Closing Date and Time xyxy=(1032,1479,1192,1493)
row-details: ডাঃ মনিরুল ইসলাম (৪৫২৯১) জুনিয়র কনসালটেন্ট, উপজেলা স্বাস্থ্য কমপ্লেক্স, শ্রীনগর, মুন্সিগঞ্জ। (স্থায়ী ঠিকানা ঃ ৪১/২ (৪র্থ তলা), দিলু রোড, নিউ ইস্কাটন, ঢাকা) xyxy=(85,1602,543,1629)
table-row xyxy=(1010,2272,1548,2297)
row-date: ০৫.১০.২০০৯ xyxy=(543,1549,638,1575)
tender-org: Bangladesh Inland Water Transport Authority xyxy=(1103,1095,1454,1111)
closing-head-date: Date xyxy=(1195,1466,1213,1476)
hsc-intro: আমাদের ইতিহাস, ঐতিহ্য, সংস্কৃতির সাথে ভাষা আন্দোলনের রয়েছে নিবিড় সম্পর্ক। ভাষা আন্দোলনের অমর প্রতীক শহীদ মিনার নির্মাণের নায়ক বাংলাদেশের প্রথম চারুকলার ছাত্র হামিদুর রহমান রহমানকে নিয়ে আলোচনা করা হয়েছে আমাদের আজকের ১ম Comprehension -এ। তিনি কেন্দ্রীয় শহীদ মিনারের অপূর্ব নকশা তৈরীর জন্য চিরস্মরণীয় ব্যক্তিত্ব। শহীদ মিনারের মাধ্যমে তিনি বাংলাদেশের জনগণের দুঃখ, জাতীয় ঐক্য ও জাতীয় সত্তার প্রতিক তুলে ধরেছেন। xyxy=(23,270,336,364)
masthead-rule xyxy=(8,58,1560,60)
lot-time: 720 days xyxy=(1492,2127,1548,2160)
row-details: ডাঃ শারমিন জাহান (১০৮৮৭), জুনিয়র কনসালটেন্ট (চক্ষু), ২৫০ শয্যাবিশিষ্ট সদর হাসপাতাল, সাতক্ষীরা। (স্থায়ী ঠিকানা ঃ বাড়ী-১৪২, শেরে বাংলা রোড, রায়েরবাজার, ঢাকা) xyxy=(85,1575,543,1602)
row-label: -Receiving Tender Document (Others) xyxy=(1032,1670,1192,1716)
row-no xyxy=(1010,1670,1032,1716)
particular-heading: PRATICULAR INFORMATION xyxy=(1010,1363,1548,1378)
row-date: ০২.০৮.২০০৮ xyxy=(543,1575,638,1602)
table-header: যে তারিখ হতে অনুপস্থিত xyxy=(543,1416,638,1443)
row-label: Contact Details of Official Inviting Tender xyxy=(1032,2272,1192,2297)
row-details: ডাঃ সাঈদা খানম (১০৮৭৩৪), সহকারী সার্জন, সদর উপজেলা স্বাস্থ্য কমপ্লেক্স, নেত্রকোনা, (স্থায়ী ঠিকানা ঃ গ্রাম-পিরিজপুর, ডাকঘর-বেলাবো, উপজেলা-হরিরামপুর, জেলা-মানিকগঞ্জ) xyxy=(85,1443,543,1469)
row-details: ডাঃ রতীশ চন্দ্র দাস (৪৫৩৬৫), প্রাক্তন মেডিকেল অফিসার, সিভিল সার্জন অফিস, হবিগঞ্জ। (স্থায়ী ঠিকানা ঃ গ্রাম ও ডাকঘর-বাকরিয়াগঞ্জ, উপজেলা-বানিয়াচং, জেলা-হবিগঞ্জ) xyxy=(85,1549,543,1575)
row-serial: ১৬. xyxy=(30,1841,85,1867)
row-label: Tender Publication Date xyxy=(1032,1435,1192,1450)
table-row xyxy=(30,1443,638,1469)
row-no: 10 xyxy=(1010,1334,1032,1349)
question-4-answer: Answer: a) Shaheed Minar is a symbol of national unity and solidarity. b) It is a remarkable design of national identity and nationalism c) Vertical and horizontal forms and structures. d) Manifestations of inner strength. e) A reflection of the balance and harmony of a united stand. xyxy=(683,828,989,897)
